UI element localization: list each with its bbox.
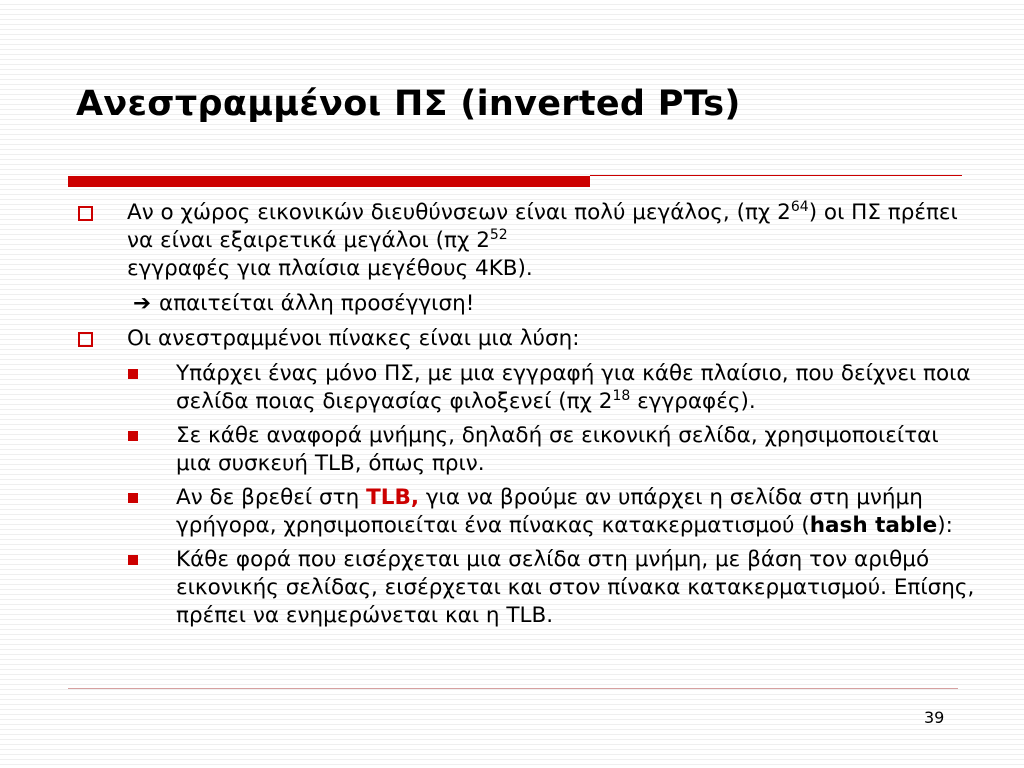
- footer-rule: [68, 688, 958, 689]
- arrow-note: [76, 290, 976, 318]
- title-underline-bar: [68, 176, 590, 187]
- sub-bullet-item: [76, 422, 976, 478]
- sub-bullet-item: [76, 360, 976, 416]
- filled-square-bullet-icon: [128, 555, 138, 565]
- bullet-text: Αν ο χώρος εικονικών διευθύνσεων είναι πολύ μεγάλος, (πχ $2^{64}$) οι ΠΣ πρέπει να είναι εξαιρετικά μεγάλοι (πχ $2^{52}$ εγγραφές για πλαίσια μεγέθους 4KB).: [127, 199, 958, 281]
- sub-bullet-text: Κάθε φορά που εισέρχεται μια σελίδα στη μνήμη, με βάση τον αριθμό εικονικής σελίδας, εισέρχεται και στον πίνακα κατακερματισμού. Επίσης, πρέπει να ενημερώνεται και η TLB.: [176, 547, 975, 628]
- slide-body: [76, 199, 976, 636]
- right-arrow-icon: ➔: [133, 291, 152, 316]
- hash-table-term: hash table: [809, 513, 938, 538]
- superscript: 18: [612, 388, 631, 404]
- hollow-square-bullet-icon: [78, 332, 93, 347]
- sub-bullet-item: [76, 546, 976, 630]
- title-underline-rule: [590, 175, 962, 176]
- superscript: 64: [790, 199, 809, 215]
- filled-square-bullet-icon: [128, 431, 138, 441]
- slide-title: Ανεστραμμένοι ΠΣ (inverted PTs): [76, 84, 741, 124]
- filled-square-bullet-icon: [128, 369, 138, 379]
- page-number: 39: [924, 708, 945, 727]
- tlb-highlight: TLB,: [366, 485, 419, 510]
- bullet-item: [76, 325, 976, 353]
- arrow-note-text: απαιτείται άλλη προσέγγιση!: [159, 291, 475, 316]
- filled-square-bullet-icon: [128, 493, 138, 503]
- bullet-item: [76, 199, 976, 283]
- sub-bullet-text: Αν δε βρεθεί στη TLB, για να βρούμε αν υπάρχει η σελίδα στη μνήμη γρήγορα, χρησιμοποιείται ένα πίνακας κατακερματισμού (hash table):: [176, 485, 953, 538]
- sub-bullet-item: [76, 484, 976, 540]
- bullet-text: Οι ανεστραμμένοι πίνακες είναι μια λύση:: [127, 326, 580, 351]
- sub-bullet-text: Σε κάθε αναφορά μνήμης, δηλαδή σε εικονική σελίδα, χρησιμοποιείται μια συσκευή TLB, όπως πριν.: [176, 423, 939, 476]
- hollow-square-bullet-icon: [78, 206, 93, 221]
- sub-bullet-text: Υπάρχει ένας μόνο ΠΣ, με μια εγγραφή για κάθε πλαίσιο, που δείχνει ποια σελίδα ποιας διεργασίας φιλοξενεί (πχ $2^{18}$ εγγραφές).: [176, 361, 971, 414]
- superscript: 52: [489, 227, 508, 243]
